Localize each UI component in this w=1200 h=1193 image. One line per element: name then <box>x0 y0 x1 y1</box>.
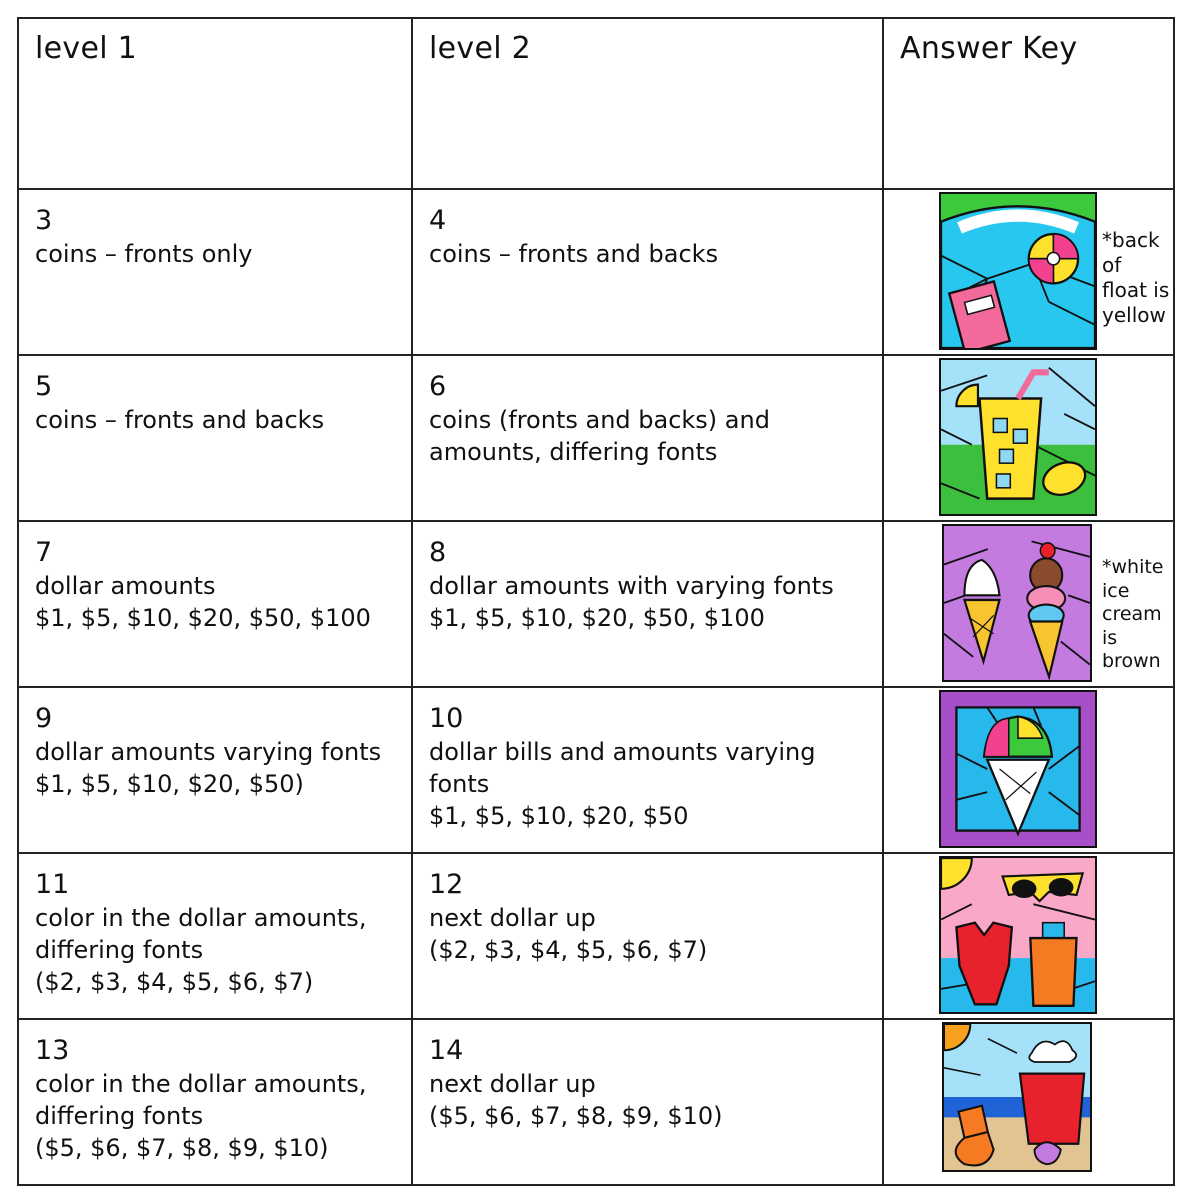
table-row <box>18 355 1174 521</box>
level-1-description: coins – fronts only <box>35 240 253 268</box>
level-1-description: dollar amounts $1, $5, $10, $20, $50, $100 <box>35 572 371 632</box>
level-1-description: dollar amounts varying fonts $1, $5, $10, $20, $50) <box>35 738 382 798</box>
answer-key-note: *white ice cream is brown <box>1102 556 1164 672</box>
snow-cone-image <box>939 690 1097 848</box>
level-2-description: dollar bills and amounts varying fonts $1, $5, $10, $20, $50 <box>429 738 816 830</box>
level-2-description: dollar amounts with varying fonts $1, $5, $10, $20, $50, $100 <box>429 572 834 632</box>
ice-cream-cones-image <box>942 524 1092 682</box>
level-2-description: next dollar up ($2, $3, $4, $5, $6, $7) <box>429 904 708 964</box>
sand-bucket-shovel-image <box>942 1022 1092 1172</box>
page-number: 10 <box>429 703 464 734</box>
page-number: 9 <box>35 703 53 734</box>
header-row <box>18 18 1174 189</box>
page-number: 5 <box>35 371 53 402</box>
page-number: 7 <box>35 537 53 568</box>
header-level-2: level 2 <box>429 31 532 66</box>
table-row <box>18 521 1174 687</box>
page-number: 3 <box>35 205 53 236</box>
table-row <box>18 687 1174 853</box>
level-1-description: color in the dollar amounts, differing fonts ($2, $3, $4, $5, $6, $7) <box>35 904 367 996</box>
header-answer-key: Answer Key <box>900 31 1078 66</box>
level-2-description: next dollar up ($5, $6, $7, $8, $9, $10) <box>429 1070 723 1130</box>
level-table <box>17 17 1175 1186</box>
page-number: 8 <box>429 537 447 568</box>
lemonade-glass-image <box>939 358 1097 516</box>
level-2-description: coins – fronts and backs <box>429 240 719 268</box>
answer-key-note: *back of float is yellow <box>1102 228 1170 327</box>
table-row <box>18 853 1174 1019</box>
table-row <box>18 189 1174 355</box>
page-number: 4 <box>429 205 447 236</box>
page-number: 6 <box>429 371 447 402</box>
swimsuit-sunglasses-sunscreen-image <box>939 856 1097 1014</box>
page-number: 13 <box>35 1035 70 1066</box>
table-row <box>18 1019 1174 1185</box>
page-number: 12 <box>429 869 464 900</box>
level-1-description: coins – fronts and backs <box>35 406 325 434</box>
page-number: 11 <box>35 869 70 900</box>
pool-beach-ball-image <box>939 192 1097 350</box>
page-number: 14 <box>429 1035 464 1066</box>
header-level-1: level 1 <box>35 31 138 66</box>
level-2-description: coins (fronts and backs) and amounts, differing fonts <box>429 406 770 466</box>
level-1-description: color in the dollar amounts, differing fonts ($5, $6, $7, $8, $9, $10) <box>35 1070 367 1162</box>
